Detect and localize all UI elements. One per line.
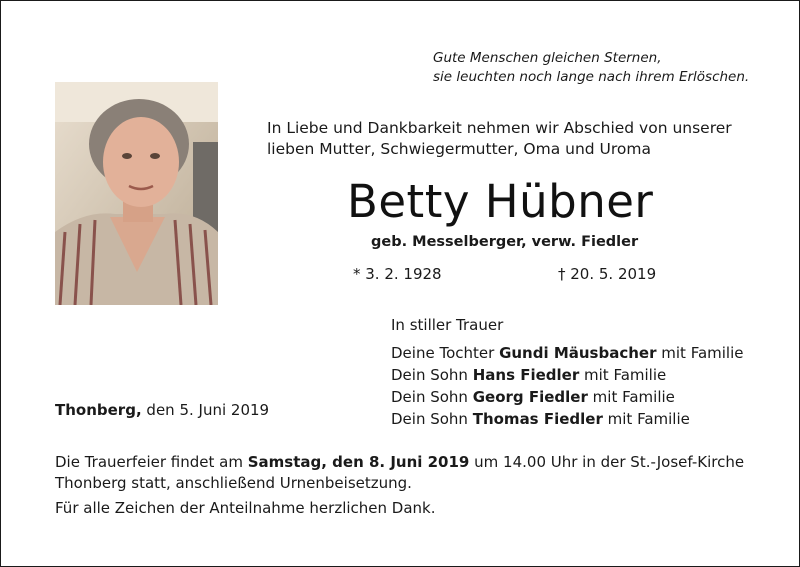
deceased-name: Betty Hübner	[347, 175, 654, 228]
mourner-suffix: mit Familie	[584, 366, 667, 384]
mourner-relation: Deine Tochter	[391, 344, 495, 362]
birth-date: * 3. 2. 1928	[353, 265, 442, 283]
mourner-suffix: mit Familie	[607, 410, 690, 428]
notice-date: den 5. Juni 2019	[146, 401, 270, 419]
funeral-text-after: um 14.00 Uhr in der St.-Josef-Kirche	[474, 453, 745, 471]
mourner-entry	[391, 342, 744, 364]
mourner-relation: Dein Sohn	[391, 388, 468, 406]
mourner-name: Thomas Fiedler	[472, 410, 603, 428]
portrait-photo	[55, 82, 218, 305]
funeral-line-2: Thonberg statt, anschließend Urnenbeisetzung.	[55, 474, 412, 492]
birth-name: geb. Messelberger, verw. Fiedler	[371, 234, 639, 250]
mourners-heading: In stiller Trauer	[391, 316, 504, 334]
quote-line-1: Gute Menschen gleichen Sternen,	[433, 50, 662, 66]
mourner-name: Georg Fiedler	[472, 388, 588, 406]
mourner-relation: Dein Sohn	[391, 410, 468, 428]
mourner-entry	[391, 386, 744, 408]
mourner-entry	[391, 364, 744, 386]
quote-line-2: sie leuchten noch lange nach ihrem Erlöschen.	[433, 69, 750, 85]
intro-line-2: lieben Mutter, Schwiegermutter, Oma und Uroma	[267, 140, 652, 158]
mourner-suffix: mit Familie	[661, 344, 744, 362]
intro-line-1: In Liebe und Dankbarkeit nehmen wir Abschied von unserer	[267, 119, 732, 137]
funeral-text-before: Die Trauerfeier findet am	[55, 453, 243, 471]
funeral-date: Samstag, den 8. Juni 2019	[247, 453, 470, 471]
mourners-list	[391, 314, 744, 430]
mourner-relation: Dein Sohn	[391, 366, 468, 384]
death-date: † 20. 5. 2019	[558, 265, 657, 283]
quote	[433, 49, 749, 87]
place-and-date	[55, 401, 269, 419]
thanks-text: Für alle Zeichen der Anteilnahme herzlichen Dank.	[55, 499, 436, 517]
mourner-name: Gundi Mäusbacher	[499, 344, 657, 362]
mourner-name: Hans Fiedler	[472, 366, 580, 384]
mourner-entry	[391, 408, 744, 430]
funeral-info	[55, 452, 785, 494]
funeral-line-1	[55, 452, 785, 473]
mourner-suffix: mit Familie	[592, 388, 675, 406]
intro-text	[267, 118, 732, 160]
place: Thonberg,	[55, 401, 142, 419]
